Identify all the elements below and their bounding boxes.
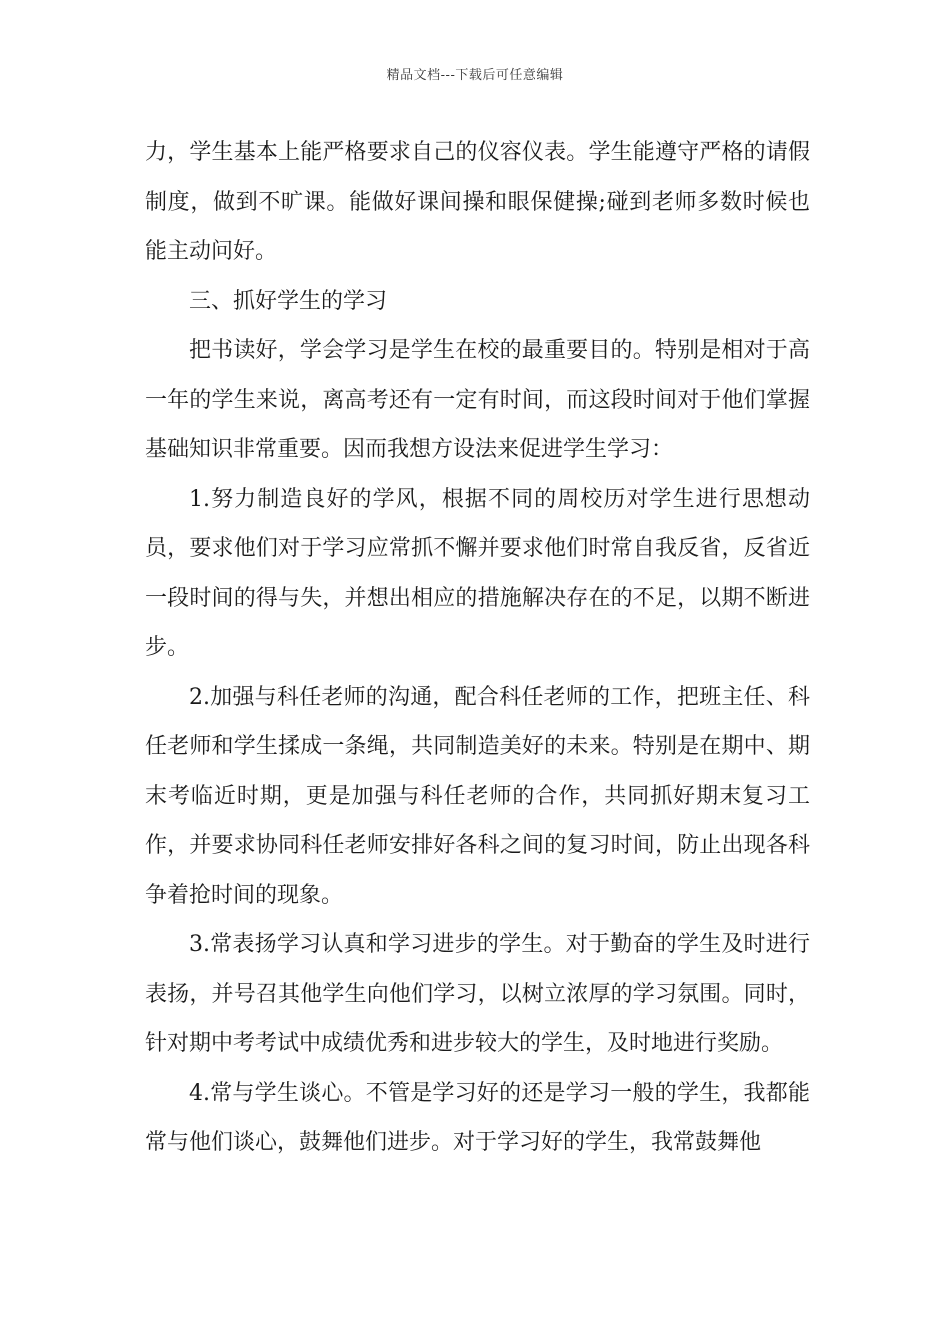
paragraph-1: 力，学生基本上能严格要求自己的仪容仪表。学生能遵守严格的请假制度，做到不旷课。能做好课间操和眼保健操;碰到老师多数时候也能主动问好。 xyxy=(145,140,810,264)
document-body xyxy=(145,128,810,1168)
section-heading: 三、抓好学生的学习 xyxy=(189,288,388,314)
list-item-4: 4.常与学生谈心。不管是学习好的还是学习一般的学生，我都能常与他们谈心，鼓舞他们进步。对于学习好的学生，我常鼓舞他 xyxy=(145,1080,810,1155)
list-item-1: 1.努力制造良好的学风，根据不同的周校历对学生进行思想动员，要求他们对于学习应常抓不懈并要求他们时常自我反省，反省近一段时间的得与失，并想出相应的措施解决存在的不足，以期不断进步。 xyxy=(145,486,810,660)
page-header: 精品文档---下载后可任意编辑 xyxy=(386,68,564,83)
list-item-3: 3.常表扬学习认真和学习进步的学生。对于勤奋的学生及时进行表扬，并号召其他学生向他们学习，以树立浓厚的学习氛围。同时，针对期中考考试中成绩优秀和进步较大的学生，及时地进行奖励。 xyxy=(145,932,810,1056)
list-item-2: 2.加强与科任老师的沟通，配合科任老师的工作，把班主任、科任老师和学生揉成一条绳，共同制造美好的未来。特别是在期中、期末考临近时期，更是加强与科任老师的合作，共同抓好期末复习工作，并要求协同科任老师安排好各科之间的复习时间，防止出现各科争着抢时间的现象。 xyxy=(145,684,810,908)
paragraph-2: 把书读好，学会学习是学生在校的最重要目的。特别是相对于高一年的学生来说，离高考还有一定有时间，而这段时间对于他们掌握基础知识非常重要。因而我想方设法来促进学生学习： xyxy=(145,338,810,462)
